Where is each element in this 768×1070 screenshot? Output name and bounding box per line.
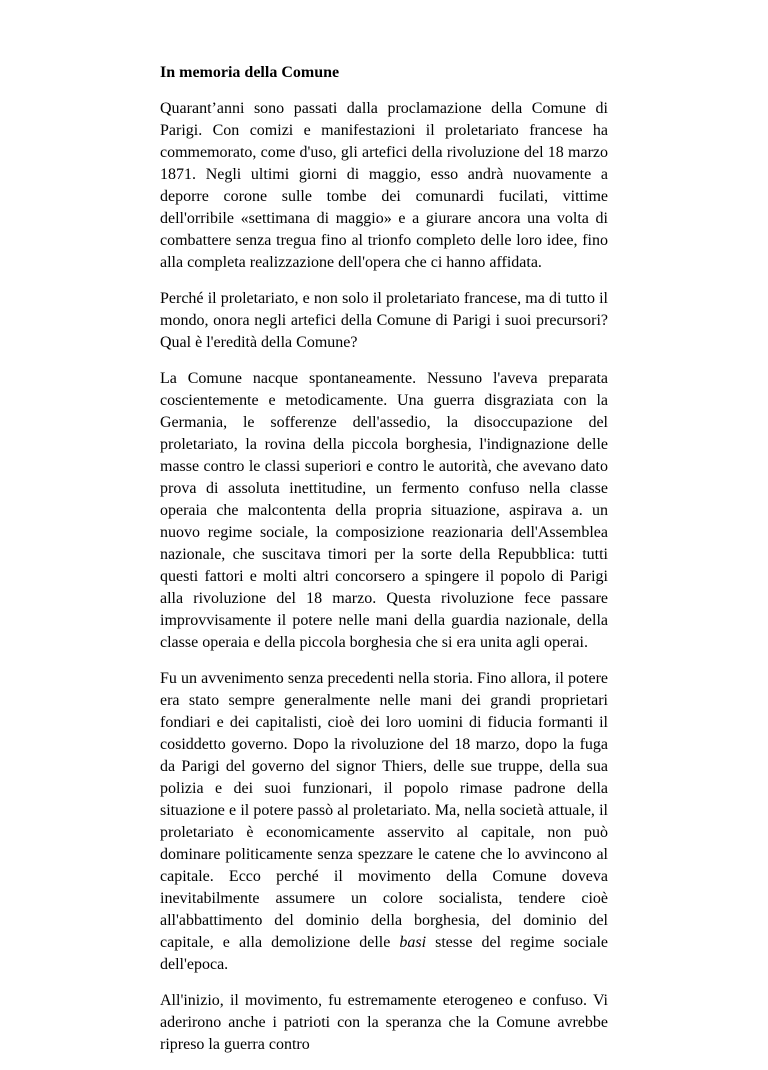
paragraph-4-emphasis: basi xyxy=(399,934,427,951)
paragraph-4-text-after: stesse del regime sociale dell'epoca. xyxy=(160,934,608,973)
paragraph-3: La Comune nacque spontaneamente. Nessuno l'aveva preparata coscientemente e metodicamente. Una guerra disgraziata con la Germania, le sofferenze dell'assedio, la disoccupazione del proletariato, la rovina della piccola borghesia, l'indignazione delle masse contro le classi superiori e contro le autorità, che avevano dato prova di assoluta inettitudine, un fermento confuso nella classe operaia che malcontenta della propria situazione, aspirava a. un nuovo regime sociale, la composizione reazionaria dell'Assemblea nazionale, che suscitava timori per la sorte della Repubblica: tutti questi fattori e molti altri concorsero a spingere il popolo di Parigi alla rivoluzione del 18 marzo. Questa rivoluzione fece passare improvvisamente il potere nelle mani della guardia nazionale, della classe operaia e della piccola borghesia che si era unita agli operai. xyxy=(160,370,608,651)
paragraph-5: All'inizio, il movimento, fu estremamente eterogeneo e confuso. Vi aderirono anche i patrioti con la speranza che la Comune avrebbe ripreso la guerra contro xyxy=(160,992,608,1053)
paragraph-1: Quarant’anni sono passati dalla proclamazione della Comune di Parigi. Con comizi e manifestazioni il proletariato francese ha commemorato, come d'uso, gli artefici della rivoluzione del 18 marzo 1871. Negli ultimi giorni di maggio, esso andrà nuovamente a deporre corone sulle tombe dei comunardi fucilati, vittime dell'orribile «settimana di maggio» e a giurare ancora una volta di combattere senza tregua fino al trionfo completo delle loro idee, fino alla completa realizzazione dell'opera che ci hanno affidata. xyxy=(160,100,608,271)
paragraph-4-text-before: Fu un avvenimento senza precedenti nella storia. Fino allora, il potere era stato sempre generalmente nelle mani dei grandi proprietari fondiari e dei capitalisti, cioè dei loro uomini di fiducia formanti il cosiddetto governo. Dopo la rivoluzione del 18 marzo, dopo la fuga da Parigi del governo del signor Thiers, delle sue truppe, della sua polizia e dei suoi funzionari, il popolo rimase padrone della situazione e il potere passò al proletariato. Ma, nella società attuale, il proletariato è economicamente asservito al capitale, non può dominare politicamente senza spezzare le catene che lo avvincono al capitale. Ecco perché il movimento della Comune doveva inevitabilmente assumere un colore socialista, tendere cioè all'abbattimento del dominio della borghesia, del dominio del capitale, e alla demolizione delle xyxy=(160,670,608,951)
paragraph-2: Perché il proletariato, e non solo il proletariato francese, ma di tutto il mondo, onora negli artefici della Comune di Parigi i suoi precursori? Qual è l'eredità della Comune? xyxy=(160,290,608,351)
paragraph-4 xyxy=(160,668,608,976)
document-title: In memoria della Comune xyxy=(160,64,340,81)
document-page xyxy=(160,62,608,1070)
